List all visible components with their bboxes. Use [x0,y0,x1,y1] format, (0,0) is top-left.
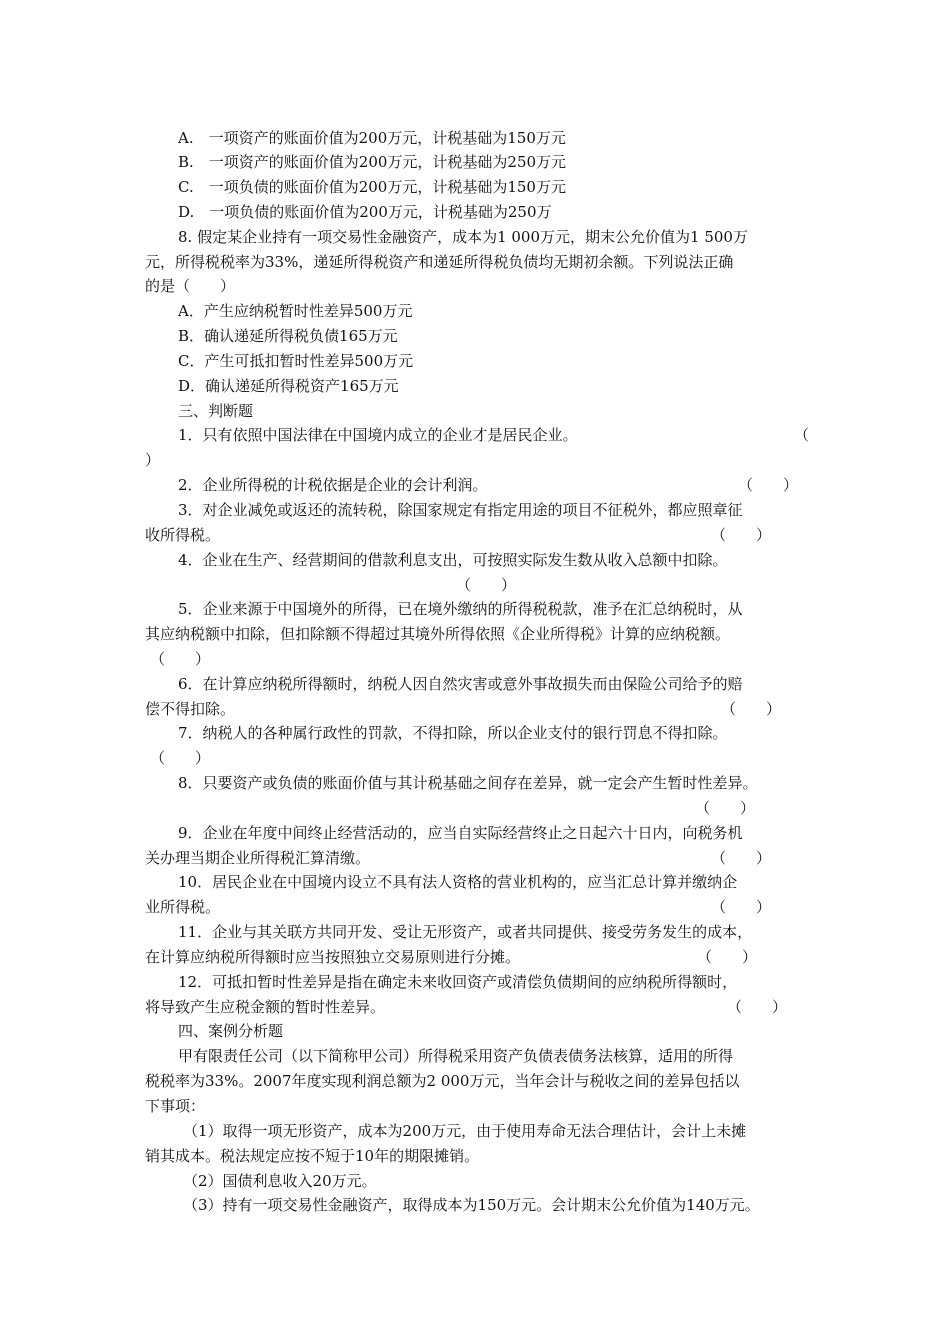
judgment-1-bracket-open: （ [794,426,810,444]
judgment-6-line-2: 偿不得扣除。 [145,700,236,718]
judgment-3-bracket: （ ） [711,526,772,544]
judgment-10-line-1: 10．居民企业在中国境内设立不具有法人资格的营业机构的，应当汇总计算并缴纳企 [178,873,738,891]
judgment-9-line-2: 关办理当期企业所得税汇算清缴。 [145,849,371,867]
judgment-5-line-1: 5．企业来源于中国境外的所得，已在境外缴纳的所得税税款，准予在汇总纳税时，从 [178,600,743,618]
judgment-11-line-1: 11．企业与其关联方共同开发、受让无形资产，或者共同提供、接受劳务发生的成本， [178,923,753,941]
judgment-4-text: 4．企业在生产、经营期间的借款利息支出，可按照实际发生数从收入总额中扣除。 [178,551,728,569]
option-d-line: D. 一项负债的账面价值为200万元，计税基础为250万 [178,203,552,221]
judgment-5-bracket: （ ） [150,650,211,668]
judgment-2-text: 2．企业所得税的计税依据是企业的会计利润。 [178,476,488,494]
case-item-1-line-1: （1）取得一项无形资产，成本为200万元，由于使用寿命无法合理估计，会计上未摊 [183,1122,747,1140]
section-heading-case: 四、案例分析题 [178,1022,284,1040]
q8-option-d: D．确认递延所得税资产165万元 [178,377,399,395]
case-intro-line-1: 甲有限责任公司（以下简称甲公司）所得税采用资产负债表债务法核算，适用的所得 [178,1047,734,1065]
judgment-1-text: 1．只有依照中国法律在中国境内成立的企业才是居民企业。 [178,426,578,444]
judgment-6-bracket: （ ） [721,700,782,718]
case-intro-line-2: 税税率为33%。2007年度实现利润总额为2 000万元，当年会计与税收之间的差异包括以 [145,1072,740,1090]
option-b-line: B. 一项资产的账面价值为200万元，计税基础为250万元 [178,153,567,171]
judgment-2-bracket: （ ） [738,476,799,494]
judgment-3-line-1: 3．对企业减免或返还的流转税，除国家规定有指定用途的项目不征税外，都应照章征 [178,501,743,519]
q8-option-b: B．确认递延所得税负债165万元 [178,327,398,345]
judgment-11-bracket: （ ） [697,948,758,966]
case-item-3: （3）持有一项交易性金融资产，取得成本为150万元。会计期末公允价值为140万元。 [183,1196,760,1214]
q8-option-c: C．产生可抵扣暂时性差异500万元 [178,352,414,370]
judgment-6-line-1: 6．在计算应纳税所得额时，纳税人因自然灾害或意外事故损失而由保险公司给予的赔 [178,675,743,693]
judgment-9-line-1: 9．企业在年度中间终止经营活动的，应当自实际经营终止之日起六十日内，向税务机 [178,824,743,842]
judgment-7-bracket: （ ） [150,749,211,767]
judgment-8-text: 8．只要资产或负债的账面价值与其计税基础之间存在差异，就一定会产生暂时性差异。 [178,774,758,792]
case-item-2: （2）国债利息收入20万元。 [183,1172,377,1190]
judgment-3-line-2: 收所得税。 [145,526,221,544]
question-8-line-1: 8. 假定某企业持有一项交易性金融资产，成本为1 000万元，期末公允价值为1 500万 [178,228,748,246]
judgment-10-bracket: （ ） [711,898,772,916]
judgment-5-line-2: 其应纳税额中扣除，但扣除额不得超过其境外所得依照《企业所得税》计算的应纳税额。 [145,625,731,643]
judgment-11-line-2: 在计算应纳税所得额时应当按照独立交易原则进行分摊。 [145,948,521,966]
question-8-line-3: 的是（ ） [145,277,236,295]
case-intro-line-3: 下事项： [145,1097,206,1115]
option-c-line: C. 一项负债的账面价值为200万元，计税基础为150万元 [178,178,566,196]
judgment-12-line-2: 将导致产生应税金额的暂时性差异。 [145,998,386,1016]
q8-option-a: A．产生应纳税暂时性差异500万元 [178,302,413,320]
section-heading-judgment: 三、判断题 [178,402,254,420]
judgment-12-line-1: 12．可抵扣暂时性差异是指在确定未来收回资产或清偿负债期间的应纳税所得额时， [178,973,738,991]
case-item-1-line-2: 销其成本。税法规定应按不短于10年的期限摊销。 [145,1147,480,1165]
judgment-1-bracket-close: ） [145,451,161,469]
judgment-7-text: 7．纳税人的各种属行政性的罚款，不得扣除，所以企业支付的银行罚息不得扣除。 [178,724,728,742]
question-8-line-2: 元，所得税税率为33%，递延所得税资产和递延所得税负债均无期初余额。下列说法正确 [145,253,734,271]
judgment-4-bracket: （ ） [456,576,517,594]
option-a-line: A. 一项资产的账面价值为200万元，计税基础为150万元 [178,129,566,147]
judgment-10-line-2: 业所得税。 [145,898,221,916]
judgment-12-bracket: （ ） [727,998,788,1016]
judgment-9-bracket: （ ） [711,849,772,867]
judgment-8-bracket: （ ） [695,799,756,817]
